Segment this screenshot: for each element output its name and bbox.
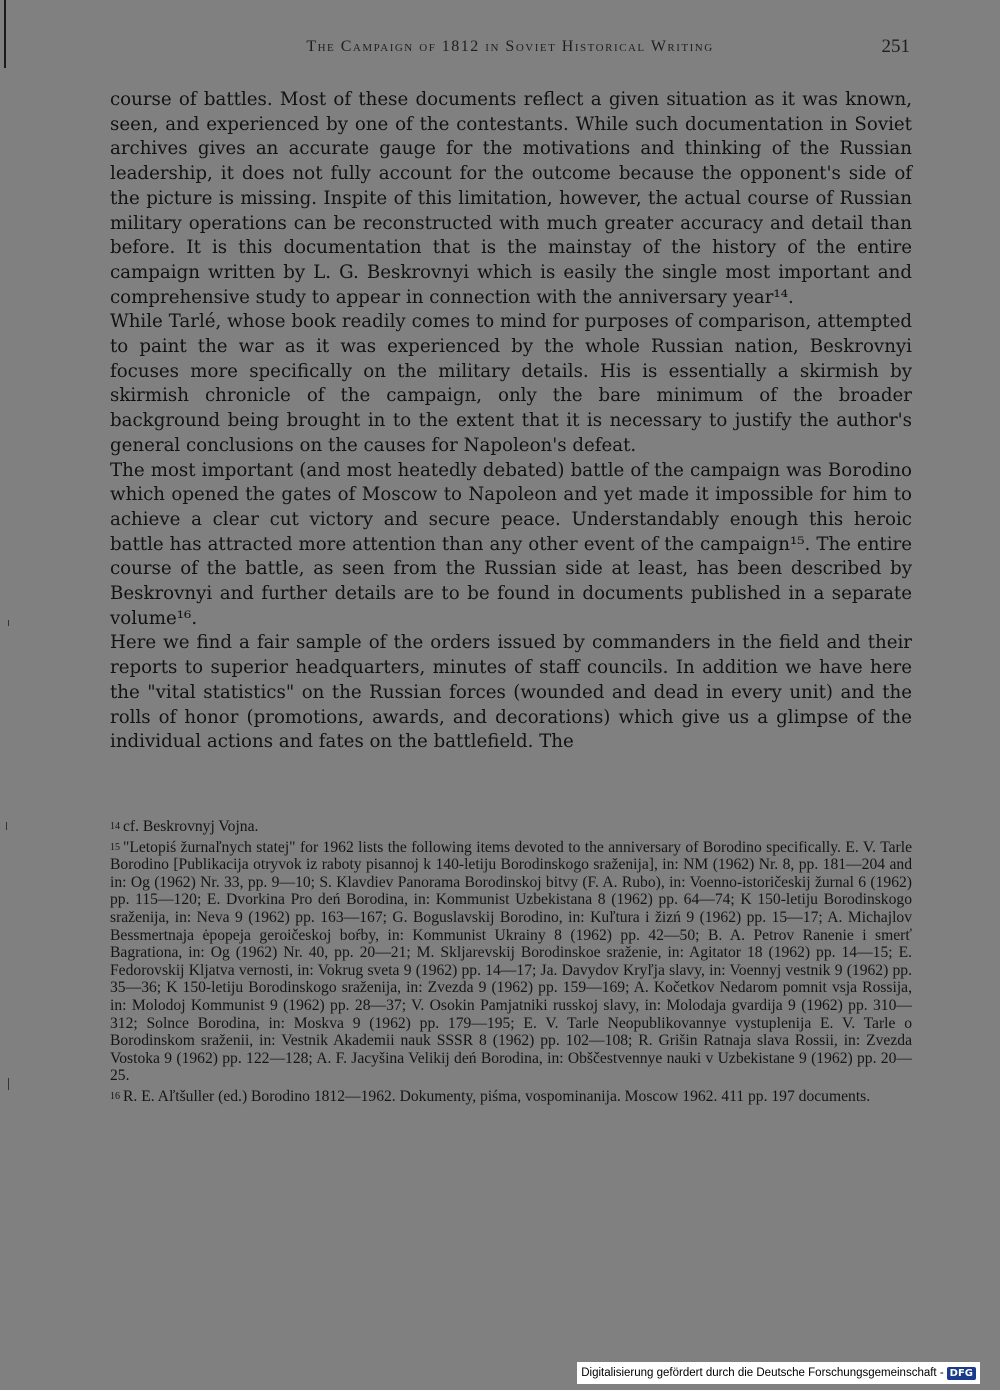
footnote: [110, 1088, 912, 1106]
credit-text: Digitalisierung gefördert durch die Deutsche Forschungsgemeinschaft -: [581, 1367, 944, 1379]
footnote-number: 16: [110, 1090, 120, 1102]
footnote: [110, 818, 912, 836]
dfg-logo-icon: DFG: [947, 1367, 976, 1380]
scan-speck: [6, 822, 7, 830]
scan-speck: [8, 1078, 9, 1090]
footnote-number: 15: [110, 841, 120, 853]
page-header: [110, 38, 910, 62]
digitization-credit: [577, 1362, 980, 1384]
paragraph: While Tarlé, whose book readily comes to mind for purposes of comparison, attempted to paint the war as it was experienced by the whole Russian nation, Beskrovnyi focuses more specifically on the military details. His is essentially a skirmish by skirmish chronicle of the campaign, only the bare minimum of the broader background being brought in to the extent that it is necessary to justify the author's general conclusions on the causes for Napoleon's defeat.: [110, 311, 912, 456]
paragraph: Here we find a fair sample of the orders issued by commanders in the field and their reports to superior headquarters, minutes of staff councils. In addition we have here the "vital statistics" on the Russian forces (wounded and dead in every unit) and the rolls of honor (promotions, awards, and decorations) which give us a glimpse of the individual actions and fates on the battlefield. The: [110, 632, 912, 753]
footnote-text: cf. Beskrovnyj Vojna.: [123, 818, 259, 835]
scan-speck: [8, 620, 9, 626]
footnotes: [110, 818, 912, 1109]
footnote-text: R. E. Aľtšuller (ed.) Borodino 1812—1962. Dokumenty, piśma, vospominanija. Moscow 1962. 411 pp. 197 documents.: [123, 1087, 871, 1105]
footnote: [110, 839, 912, 1085]
page-edge-rule: [4, 0, 6, 68]
page-number: 251: [881, 36, 910, 57]
running-title: The Campaign of 1812 in Soviet Historical Writing: [306, 38, 714, 55]
body-text: [110, 88, 912, 755]
footnote-number: 14: [110, 821, 120, 832]
paragraph: The most important (and most heatedly debated) battle of the campaign was Borodino which opened the gates of Moscow to Napoleon and yet made it impossible for him to achieve a clear cut victory and secure peace. Understandably enough this heroic battle has attracted more attention than any other event of the campaign¹⁵. The entire course of the battle, as seen from the Russian side at least, has been described by Beskrovnyi and further details are to be found in documents published in a separate volume¹⁶.: [110, 459, 912, 629]
paragraph: course of battles. Most of these documents reflect a given situation as it was known, seen, and experienced by one of the contestants. While such documentation in Soviet archives gives an accurate gauge for the motivations and thinking of the Russian leadership, it does not fully account for the outcome because the opponent's side of the picture is missing. Inspite of this limitation, however, the actual course of Russian military operations can be reconstructed with much greater accuracy and detail than before. It is this documentation that is the mainstay of the history of the entire campaign written by L. G. Beskrovnyi which is easily the single most important and comprehensive study to appear in connection with the anniversary year¹⁴.: [110, 89, 912, 308]
footnote-text: "Letopiś žurnaľnych statej" for 1962 lists the following items devoted to the anniversary of Borodino specifically. E. V. Tarle Borodino [Publikacija otryvok iz raboty pisannoj k 140-letiju Borodinskogo sraženija], in: NM (1962) Nr. 8, pp. 181—204 and in: Og (1962) Nr. 33, pp. 9—10; S. Klavdiev Panorama Borodinskoj bitvy (F. A. Rubo), in: Voenno-istoričeskij žurnal 6 (1962) pp. 115—120; E. Dvorkina Pro deń Borodina, in: Kommunist Uzbekistana 8 (1962) pp. 64—74; K 150-letiju Borodinskogo sraženija, in: Neva 9 (1962) pp. 163—167; G. Boguslavskij Borodino, in: Kuľtura i žizń 9 (1962) pp. 15—17; A. Michajlov Bessmertnaja ėpopeja geroičeskoj boŕby, in: Kommunist Ukrainy 8 (1962) pp. 42—50; B. A. Petrov Ranenie i smerť Bagrationa, in: Og (1962) Nr. 40, pp. 20—21; M. Skljarevskij Borodinskoe sraženie, in: Agitator 18 (1962) pp. 14—15; E. Fedorovskij Kljatva vernosti, in: Vokrug sveta 9 (1962) pp. 14—17; Ja. Davydov Kryľja slavy, in: Voennyj vestnik 9 (1962) pp. 35—36; K 150-letiju Borodinskogo sraženija, in: Zvezda 9 (1962) pp. 159—169; A. Kočetkov Nedarom pomnit vsja Rossija, in: Molodoj Kommunist 9 (1962) pp. 28—37; V. Osokin Pamjatniki russkoj slavy, in: Molodaja gvardija 9 (1962) pp. 310—312; Solnce Borodina, in: Moskva 9 (1962) pp. 179—195; E. V. Tarle Neopublikovannye vystuplenija E. V. Tarle o Borodinskom sraženii, in: Vestnik Akademii nauk SSSR 8 (1962) pp. 102—108; R. Grišin Ratnaja slava Rossii, in: Zvezda Vostoka 9 (1962) pp. 122—128; A. F. Jacyšina Velikij deń Borodina, in: Obščestvennye nauki v Uzbekistane 9 (1962) pp. 20—25.: [110, 838, 912, 1085]
